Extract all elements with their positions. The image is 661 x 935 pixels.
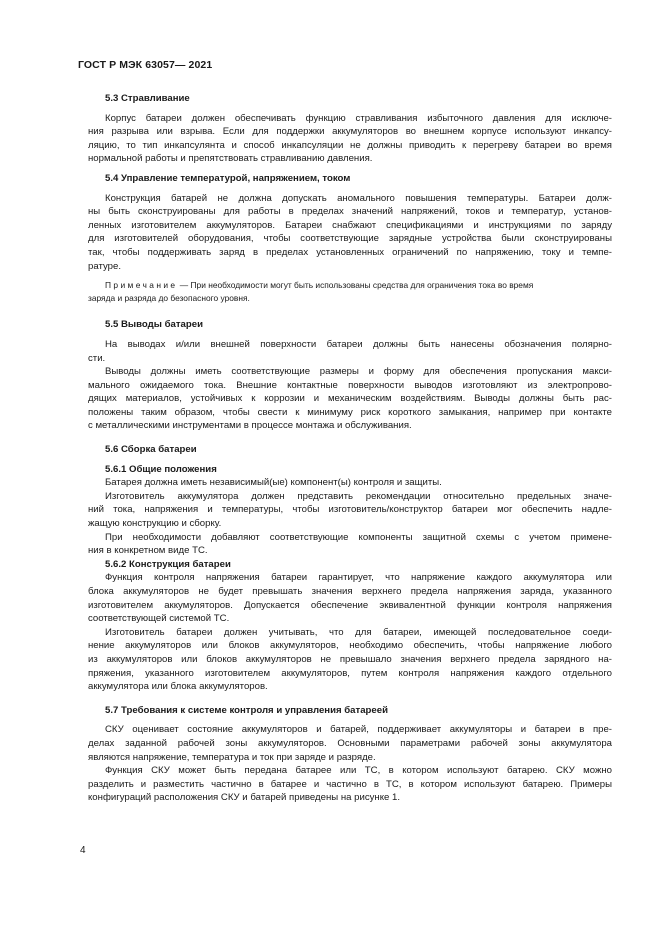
paragraph-line: блока аккумуляторов не будет превышать значения верхнего предела напряжения заряда, указанного: [88, 586, 612, 597]
paragraph-line: Корпус батареи должен обеспечивать функцию стравливания избыточного давления для исключе-: [105, 112, 612, 124]
paragraph-line: нение аккумуляторов или блоков аккумуляторов, необходимо обеспечить, чтобы напряжение любого: [88, 640, 612, 652]
paragraph-line: Функция СКУ может быть передана батарее или ТС, в котором используют батарею. СКУ можно: [105, 765, 612, 777]
paragraph-line: Изготовитель батареи должен учитывать, что для батареи, имеющей последовательное соеди-: [105, 626, 612, 638]
subsection-heading-5-6-2: 5.6.2 Конструкция батареи: [105, 558, 231, 570]
paragraph-line: сти.: [88, 352, 106, 364]
paragraph-line: Батарея должна иметь независимый(ые) компонент(ы) контроля и защиты.: [105, 477, 442, 489]
paragraph-line: с металлическими инструментами в процессе монтажа и обслуживания.: [88, 420, 412, 432]
paragraph-line: так, чтобы поддерживать заряд в пределах установленных ограничений по напряжению, току и темпе-: [88, 246, 612, 258]
paragraph-line: Конструкция батарей не должна допускать аномального повышения температуры. Батареи долж-: [105, 192, 612, 204]
paragraph-line: На выводах и/или внешней поверхности батареи должны быть нанесены обозначения полярно-: [105, 338, 612, 350]
paragraph-line: Изготовитель аккумулятора должен представить рекомендации относительно предельных значе-: [105, 490, 612, 502]
paragraph-line: конфигураций расположения СКУ и батарей приведены на рисунке 1.: [88, 792, 401, 804]
paragraph-line: нормальной работы и препятствовать стравливанию давления.: [88, 153, 373, 165]
section-heading-5-5: 5.5 Выводы батареи: [105, 319, 203, 331]
subsection-heading-5-6-1: 5.6.1 Общие положения: [105, 463, 217, 475]
paragraph-line: ния в конкретном виде ТС.: [88, 545, 208, 557]
paragraph-line: ния разрыва или взрыва. Если для поддержки аккумуляторов во внешнем корпусе используют инкапсу-: [88, 126, 612, 138]
section-heading-5-7: 5.7 Требования к системе контроля и управления батареей: [105, 704, 388, 716]
paragraph-line: изготовителем аккумуляторов. Допускается обеспечение эквивалентной функции контроля напряжения: [88, 599, 612, 611]
paragraph-line: для изготовителей оборудования, чтобы соответствующие зарядные устройства были сконструированы: [88, 233, 612, 245]
page-content: [88, 92, 612, 805]
paragraph-line: разделить и разместить частично в батарее и частично в ТС, в котором используют батарею. Примеры: [88, 778, 612, 790]
paragraph-line: ленных изготовителем аккумуляторов. Батареи снабжают спецификациями и инструкциями по заряду: [88, 219, 612, 231]
page-number: 4: [80, 845, 86, 856]
paragraph-line: ны быть сконструированы для работы в пределах значений напряжений, токов и температур, установ-: [88, 206, 612, 218]
paragraph-line: пряжения, указанного изготовителем аккумуляторов, путем контроля напряжения каждого отдельного: [88, 667, 612, 679]
section-heading-5-3: 5.3 Стравливание: [105, 93, 190, 104]
paragraph-line: положены таким образом, чтобы свести к минимуму риск короткого замыкания, например при контакте: [88, 406, 612, 418]
paragraph-line: ратуре.: [88, 260, 121, 272]
paragraph-line: При необходимости добавляют соответствующие компоненты защитной схемы с учетом примене-: [105, 531, 612, 543]
note-line: заряда и разряда до безопасного уровня.: [88, 292, 250, 303]
paragraph-line: СКУ оценивает состояние аккумуляторов и батарей, поддерживает аккумуляторы и батареи в пре-: [105, 724, 612, 736]
paragraph-line: соответствующей системой ТС.: [88, 613, 230, 625]
paragraph-line: ляцию, то тип инкапсулянта и способ инкапсуляции не должны приводить к перегреву батареи во время: [88, 139, 612, 151]
paragraph-line: дящих материалов, устойчивых к коррозии и механическим воздействиям. Выводы должны быть рас-: [88, 393, 612, 405]
paragraph-line: ний тока, напряжения и температуры, чтобы изготовитель/конструктор батареи мог обеспечить надле-: [88, 504, 612, 516]
note: [88, 279, 612, 292]
note-label: Примечание: [105, 280, 178, 291]
paragraph-line: являются напряжение, температура и ток при заряде и разряде.: [88, 751, 376, 763]
paragraph-line: из аккумуляторов или блоков аккумуляторов не превышало значения верхнего предела зарядного на-: [88, 653, 612, 665]
paragraph-line: Функция контроля напряжения батареи гарантирует, что напряжение каждого аккумулятора или: [105, 572, 612, 584]
paragraph-line: делах заданной рабочей зоны аккумуляторов. Основными параметрами рабочей зоны аккумулятора: [88, 737, 612, 749]
paragraph-line: мального ожидаемого тока. Внешние контактные поверхности выводов изготовляют из электропрово-: [88, 379, 612, 391]
note-text: — При необходимости могут быть использованы средства для ограничения тока во время: [177, 280, 534, 291]
section-heading-5-6: 5.6 Сборка батареи: [105, 444, 197, 456]
paragraph-line: жащую конструкцию и сборку.: [88, 518, 222, 530]
document-header: ГОСТ Р МЭК 63057— 2021: [78, 59, 213, 71]
paragraph-line: Выводы должны иметь соответствующие размеры и форму для обеспечения пропускания макси-: [105, 366, 612, 378]
section-heading-5-4: 5.4 Управление температурой, напряжением, током: [105, 172, 351, 184]
paragraph-line: аккумулятора или блока аккумуляторов.: [88, 681, 268, 693]
